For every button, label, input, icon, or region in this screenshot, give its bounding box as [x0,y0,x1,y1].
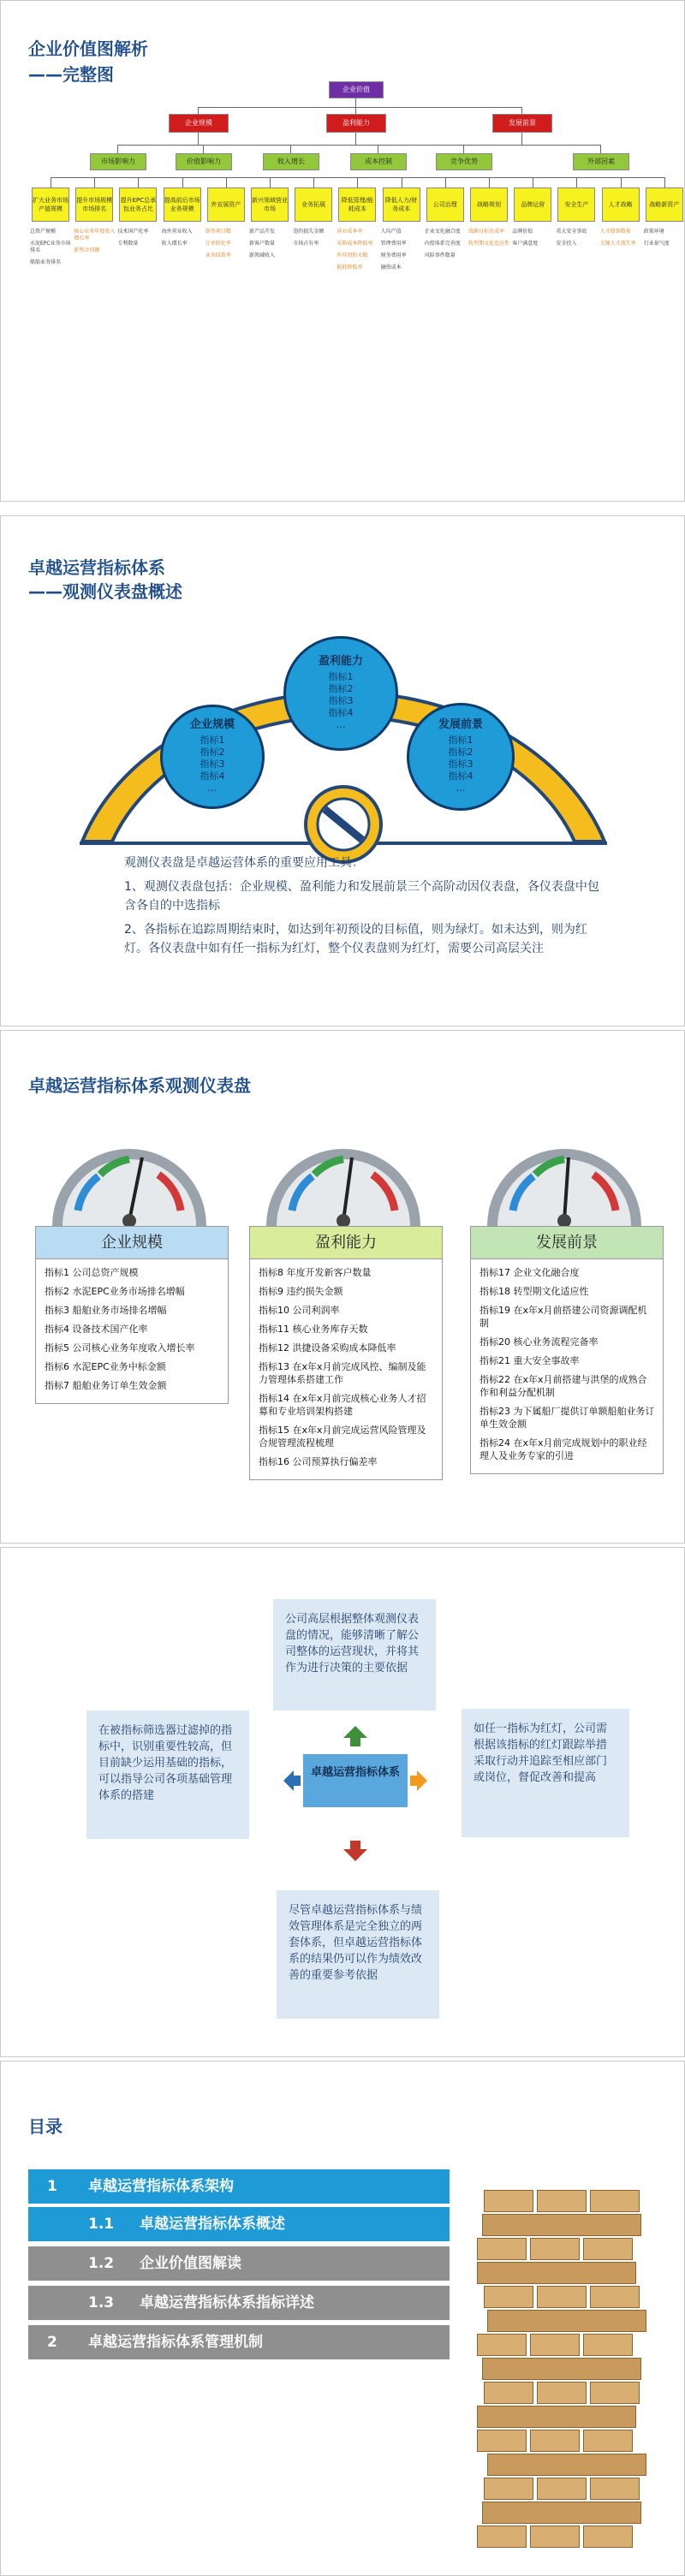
leaf-text: 政策环境 [643,229,664,235]
leaf-text: 专利数量 [117,241,139,247]
leaf-text: 水泥EPC业务市场排名 [30,241,71,253]
tree-l1-0: 企业规模 [169,114,229,133]
box-right: 如任一指标为红灯，公司需根据该指标的红灯跟踪举措采取行动并追踪至相应部门或岗位，督促改善和提高 [462,1709,629,1837]
leaf-text: 核心业务年度收入增长率 [74,229,116,241]
panel-header: 发展前景 [471,1227,663,1259]
leaf-text: 管理费用率 [380,241,407,247]
toc-item-0[interactable] [28,2169,450,2204]
tree-l3-10: 战略规划 [470,187,508,222]
toc-label: 卓越运营指标体系概述 [140,2216,285,2233]
leaf-text: 新领域收入 [249,253,276,259]
toc-label: 卓越运营指标体系指标详述 [140,2294,314,2311]
paragraph-point-1: 1、观测仪表盘包括：企业规模、盈利能力和发展前景三个高阶动因仪表盘，各仪表盘中包含各自的中选指标 [124,880,599,913]
leaf-text: 总资产规模 [30,229,57,235]
indicator-item: 指标17 企业文化融合度 [480,1267,580,1278]
leaf-text: 重大安全事故 [556,229,587,235]
tree-l2-1: 价值影响力 [176,153,232,170]
tree-leaves-1 [74,229,115,259]
arrow-down-icon [343,1841,367,1861]
indicator-item: 指标3 船舶业务市场排名增幅 [45,1305,167,1316]
leaf-text: 品牌价值 [512,229,533,235]
indicator-item: 指标12 洪捷设备采购成本降低率 [259,1342,396,1353]
leaf-text: 融资成本 [380,265,402,271]
leaf-text: 安全投入 [556,241,577,247]
tree-leaves-10 [468,229,509,253]
gauge-0 [44,1125,215,1228]
slide-subtitle: ——观测仪表盘概述 [28,581,182,602]
slide-subtitle: ——完整图 [28,64,114,85]
indicator-item: 指标11 核心业务库存天数 [259,1324,368,1335]
tree-leaves-4 [206,229,247,265]
tree-leaves-9 [425,229,466,265]
indicator-item: 指标20 核心业务流程完备率 [480,1336,599,1347]
bubble-profit: 盈利能力 指标1 指标2 指标3 指标4 … [283,636,398,751]
bubble-scale: 企业规模 指标1 指标2 指标3 指标4 … [160,705,265,809]
tree-leaves-8 [381,229,422,277]
tree-l1-1: 盈利能力 [326,114,386,133]
indicator-item: 指标16 公司预算执行偏差率 [259,1456,378,1467]
bubble-prospect: 发展前景 指标1 指标2 指标3 指标4 … [407,703,515,811]
leaf-text: 新客户数量 [249,241,276,247]
leaf-text: 收入增长率 [161,241,188,247]
indicator-item: 指标7 船舶业务订单生效金额 [45,1380,167,1391]
slide-dashboard-indicators [0,1030,685,1544]
slide-value-map [0,0,685,502]
arrow-up-icon [343,1726,367,1746]
box-top: 公司高层根据整体观测仪表盘的情况，能够清晰了解公司整体的运营现状，并将其作为进行决策的主要依据 [273,1599,436,1710]
indicator-item: 指标14 在x年x月前完成核心业务人才招募和专业培训架构搭建 [259,1393,426,1417]
tree-l3-0: 扩大业务市场产值规模 [32,187,69,222]
toc-item-2[interactable] [28,2246,450,2281]
indicator-item: 指标8 年度开发新客户数量 [259,1267,372,1278]
leaf-text: 订单转化率 [205,241,231,247]
paragraph-point-2: 2、各指标在追踪周期结束时，如达到年初预设的目标值，则为绿灯。如未达到，则为红灯。各仪表盘中如有任一指标为红灯，整个仪表盘则为红灯，需要公司高层关注 [124,923,587,955]
slide-applications [0,1547,685,2057]
leaf-text: 财务费用率 [380,253,407,259]
tree-l3-11: 品牌运营 [514,187,551,222]
leaf-text: 市场占有率 [293,241,319,247]
tree-l2-2: 收入增长 [263,153,319,170]
leaf-text: 企业文化融合度 [424,229,461,235]
tree-l3-4: 外宣展资产 [207,187,245,222]
indicator-item: 指标13 在x年x月前完成风控、编制及能力管理体系搭建工作 [259,1361,426,1385]
toc-item-3[interactable] [28,2286,450,2320]
tree-l3-8: 降低人力/财务成本 [383,187,420,222]
leaf-text: 技术国产化率 [117,229,149,235]
leaf-text: 新产品开发 [249,229,276,235]
tree-leaves-7 [337,229,378,277]
panel-0 [35,1226,229,1404]
indicator-item: 指标24 在x年x月前完成规划中的职业经理人及业务专家的引进 [480,1437,647,1461]
indicator-item: 指标18 转型期文化适应性 [480,1286,589,1297]
arrow-left-icon [283,1770,301,1791]
indicator-item: 指标5 公司核心业务年度收入增长率 [45,1342,195,1353]
leaf-text: 行业景气度 [643,241,670,247]
tree-leaves-0 [30,229,71,271]
leaf-text: 船舶业务排名 [30,259,62,265]
tree-leaves-5 [249,229,290,265]
tree-leaves-12 [556,229,597,253]
toc-label: 卓越运营指标体系管理机制 [88,2334,263,2351]
leaf-text: 客户满意度 [512,241,539,247]
box-left: 在被指标筛选器过滤掉的指标中，识别重要性较高，但目前缺少运用基础的指标，可以指导公司各项基础管理体系的搭建 [86,1710,249,1839]
box-bottom: 尽管卓越运营指标体系与绩效管理体系是完全独立的两套体系，但卓越运营指标体系的结果仍可以作为绩效改善的重要参考依据 [277,1890,439,2019]
leaf-text: 库存周转天数 [337,253,368,259]
slide-toc [0,2061,685,2576]
gauge-1 [258,1125,429,1228]
tree-l3-3: 提高前后市场业务规模 [164,187,201,222]
indicator-item: 指标6 水泥EPC业务中标金额 [45,1361,166,1372]
tree-leaves-14 [644,229,685,253]
tree-l3-13: 人才战略 [602,187,640,222]
slide-title: 企业价值图解析 [28,39,148,59]
leaf-text: 风险事件数量 [424,253,456,259]
leaf-text: 采购成本降低率 [337,241,373,247]
leaf-text: 能耗降低率 [337,265,363,271]
toc-number: 1.3 [88,2294,115,2311]
tree-leaves-3 [162,229,203,253]
slide-title: 卓越运营指标体系观测仪表盘 [28,1075,251,1096]
tree-l2-0: 市场影响力 [90,153,146,170]
toc-title: 目录 [28,2116,63,2137]
tree-l1-2: 发展前景 [492,114,552,133]
tree-l3-5: 新兴领域营业市场 [251,187,289,222]
indicator-item: 指标4 设备技术国产化率 [45,1324,148,1335]
toc-item-1[interactable] [28,2207,450,2241]
gauge-2 [479,1125,650,1228]
paragraph-intro: 观测仪表盘是卓越运营体系的重要应用工具： [124,856,364,870]
leaf-text: 人才储备数量 [599,229,631,235]
leaf-text: 人均产值 [380,229,402,235]
panel-1 [249,1226,443,1480]
indicator-item: 指标9 违约损失金额 [259,1286,343,1297]
tree-l2-3: 成本控制 [350,153,407,170]
tree-l3-12: 安全生产 [557,187,595,222]
leaf-text: 营业成本率 [337,229,363,235]
tree-leaves-6 [293,229,334,253]
indicator-item: 指标15 在x年x月前完成运营风险管理及合规管理流程梳理 [259,1425,426,1449]
toc-label: 卓越运营指标体系架构 [88,2178,234,2195]
tree-leaves-13 [600,229,641,253]
indicator-item: 指标10 公司利润率 [259,1305,340,1316]
indicator-item: 指标2 水泥EPC业务市场排名增幅 [45,1286,185,1297]
leaf-text: 新签项目数 [205,229,231,235]
leaf-text: 业务回款率 [205,253,231,259]
tree-l2-4: 竞争优势 [436,153,492,170]
leaf-text: 转型期文化适应性 [468,241,510,247]
tree-l3-2: 提升EPC总承包业务占比 [119,187,157,222]
leaf-text: 违约损失金额 [293,229,325,235]
toc-label: 企业价值图解读 [140,2255,241,2272]
box-center: 卓越运营指标体系 [302,1753,408,1808]
tree-l3-14: 战略新资产 [646,187,683,222]
panel-header: 企业规模 [36,1227,228,1259]
indicator-item: 指标21 重大安全事故率 [480,1355,580,1366]
indicator-item: 指标22 在x年x月前搭建与洪堡的成熟合作和利益分配机制 [480,1374,647,1398]
tree-l3-7: 降低管理/能耗成本 [338,187,376,222]
toc-number: 1.1 [88,2216,115,2233]
panel-2 [470,1226,664,1474]
leaf-text: 海外营业收入 [161,229,193,235]
toc-number: 1 [47,2178,57,2195]
slide-title: 卓越运营指标体系 [28,557,165,578]
leaf-text: 新签合同额 [74,247,100,253]
tree-l3-9: 公司治理 [426,187,464,222]
panel-header: 盈利能力 [250,1227,442,1259]
slide-dashboard-overview [0,515,685,1026]
toc-number: 2 [47,2334,57,2351]
indicator-item: 指标1 公司总资产规模 [45,1267,139,1278]
tree-l2-5: 外部因素 [573,153,629,170]
tree-l3-6: 业务拓展 [295,187,332,222]
leaf-text: 内控体系完善度 [424,241,461,247]
leaf-text: 关键人才流失率 [599,241,636,247]
tree-leaves-2 [117,229,158,253]
tree-leaves-11 [512,229,553,253]
tree-l3-1: 提升市场规模市场排名 [75,187,113,222]
tree-root: 企业价值 [329,81,384,98]
leaf-text: 战略目标达成率 [468,229,505,235]
toc-number: 1.2 [88,2255,115,2272]
indicator-item: 指标19 在x年x月前搭建公司资源调配机制 [480,1305,647,1329]
toc-item-4[interactable] [28,2325,450,2359]
arrow-right-icon [410,1770,427,1791]
indicator-item: 指标23 为下属船厂提供订单额船舶业务订单生效金额 [480,1406,655,1430]
